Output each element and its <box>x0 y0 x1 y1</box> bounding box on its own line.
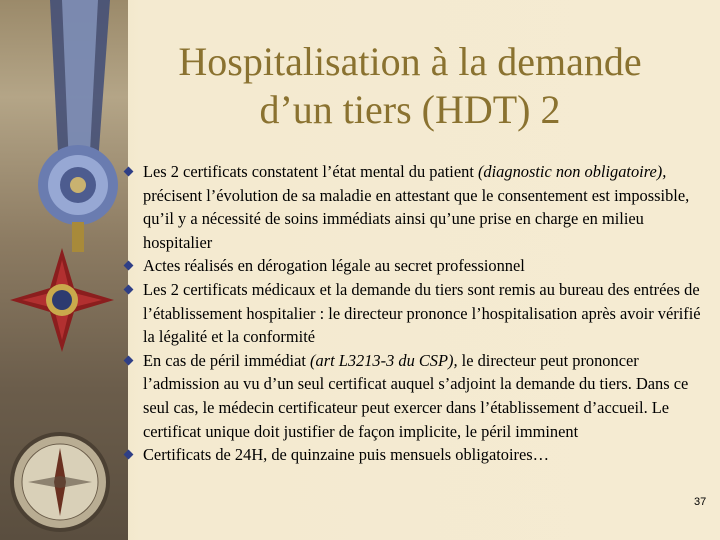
diamond-bullet-icon <box>124 355 134 365</box>
page-number: 37 <box>694 496 707 508</box>
slide-title-line-2: d’un tiers (HDT) 2 <box>259 87 561 132</box>
bullet-item <box>122 160 710 254</box>
bullet-item <box>122 349 710 443</box>
diamond-bullet-icon <box>124 450 134 460</box>
bullet-italic-text: (art L3213-3 du CSP), <box>310 350 458 370</box>
bullet-item <box>122 278 710 349</box>
medal-decoration-image <box>0 0 128 540</box>
bullet-text: Actes réalisés en dérogation légale au secret professionnel <box>143 256 525 276</box>
diamond-bullet-icon <box>124 167 134 177</box>
bullet-item <box>122 254 710 278</box>
slide-title-line-1: Hospitalisation à la demande <box>178 39 642 84</box>
bullet-text: Les 2 certificats médicaux et la demande du tiers sont remis au bureau des entrées de l’établissement hospitalier : le directeur prononce l’hospitalisation après avoir vérifié la légalité et la conformité <box>143 279 701 347</box>
bullet-italic-text: (diagnostic non obligatoire), <box>477 162 667 181</box>
bullet-item <box>122 443 710 467</box>
bullet-text: Les 2 certificats constatent l’état mental du patient <box>143 162 478 181</box>
diamond-bullet-icon <box>124 261 134 271</box>
bullet-text: En cas de péril immédiat <box>143 350 311 370</box>
slide-title <box>130 38 690 134</box>
bullet-text: précisent l’évolution de sa maladie en attestant que le consentement est impossible, qu’il y a nécessité de soins immédiats ainsi qu’une prise en charge en milieu hospitalier <box>143 185 690 252</box>
bullet-text: Certificats de 24H, de quinzaine puis mensuels obligatoires… <box>143 445 550 465</box>
diamond-bullet-icon <box>124 285 134 295</box>
bullet-text: le directeur peut prononcer l’admission au vu d’un seul certificat auquel s’adjoint la demande du tiers. Dans ce seul cas, le médecin certificateur peut exercer dans l’établissement d’accueil. Le certificat unique doit justifier de façon implicite, le péril imminent <box>143 350 689 441</box>
medal-illustration <box>0 0 128 540</box>
bullet-list <box>122 160 710 467</box>
